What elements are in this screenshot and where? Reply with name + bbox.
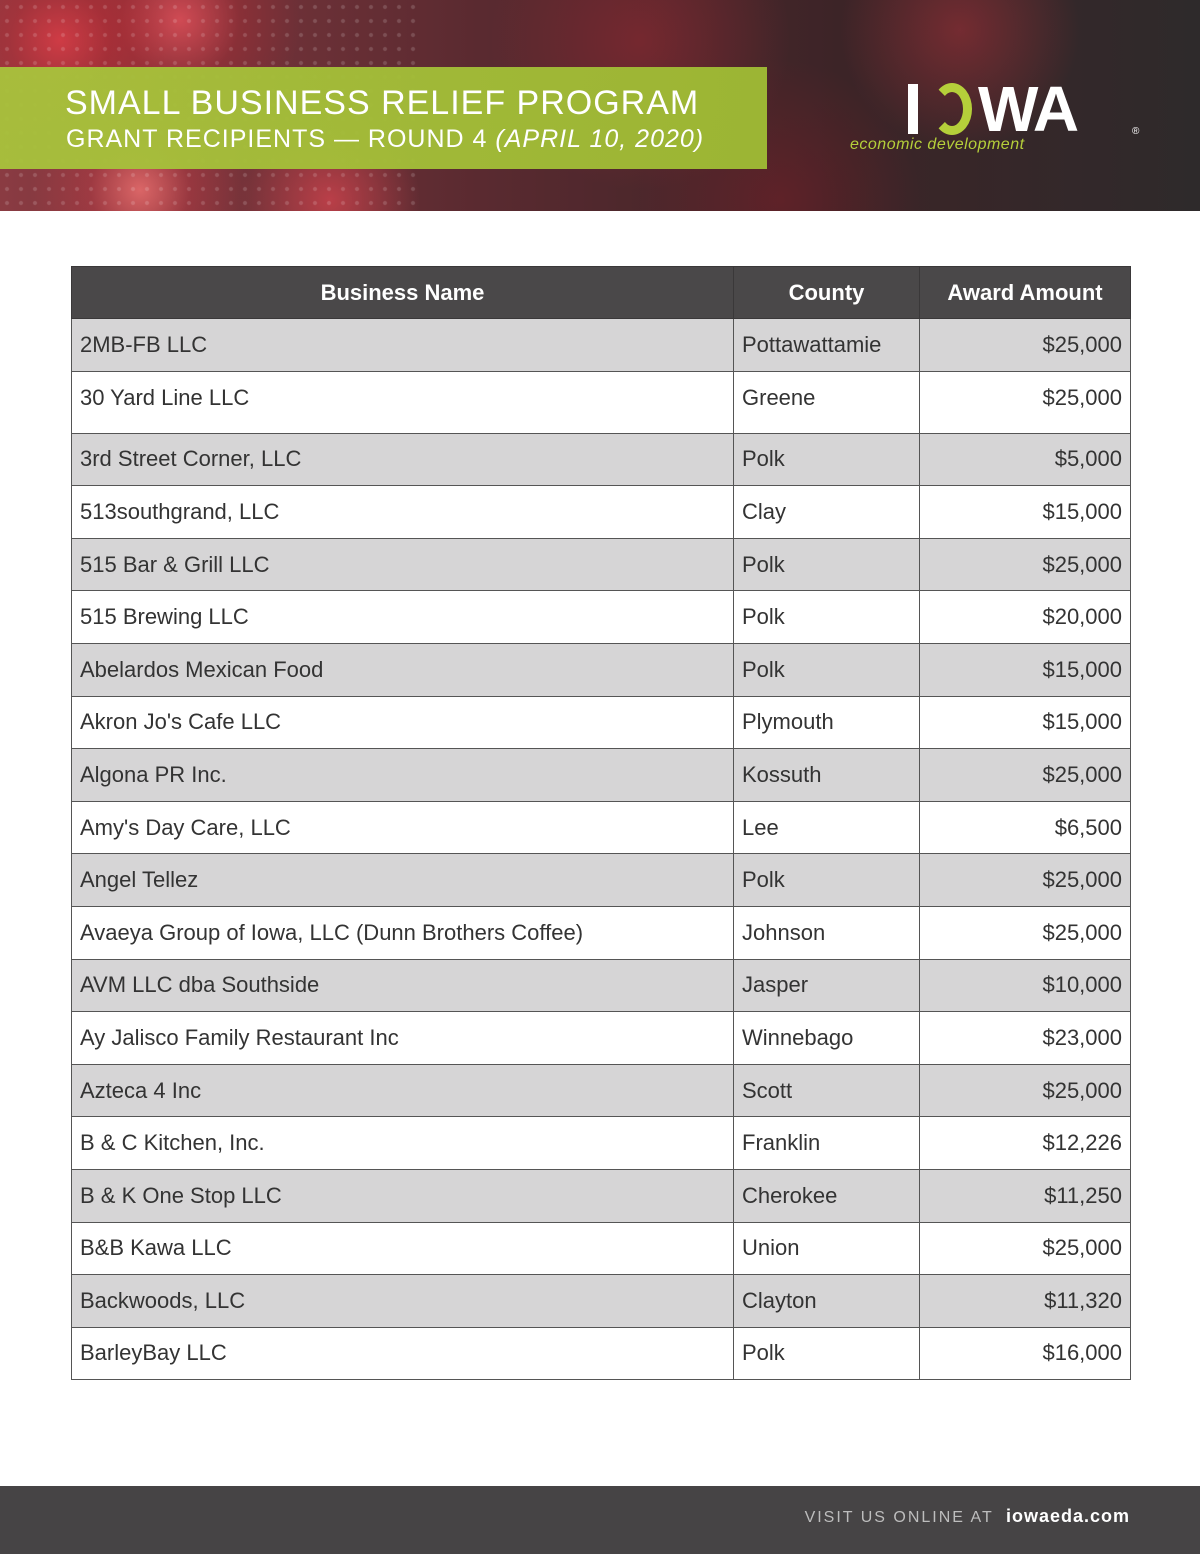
logo-o-mark <box>932 83 972 135</box>
business-name-cell: Avaeya Group of Iowa, LLC (Dunn Brothers Coffee) <box>72 906 734 959</box>
business-name-cell: BarleyBay LLC <box>72 1327 734 1380</box>
table-row <box>72 1275 1131 1328</box>
county-cell: Clayton <box>734 1275 920 1328</box>
business-name-cell: Backwoods, LLC <box>72 1275 734 1328</box>
county-cell: Polk <box>734 538 920 591</box>
award-amount-cell: $5,000 <box>920 433 1131 486</box>
award-amount-cell: $25,000 <box>920 538 1131 591</box>
subtitle-date: (APRIL 10, 2020) <box>495 125 705 153</box>
business-name-cell: 515 Brewing LLC <box>72 591 734 644</box>
logo-i-mark <box>908 84 918 134</box>
footer-visit-text <box>805 1506 1130 1527</box>
table-row <box>72 696 1131 749</box>
county-cell: Jasper <box>734 959 920 1012</box>
award-amount-cell: $25,000 <box>920 906 1131 959</box>
grant-recipients-table <box>71 266 1131 1380</box>
table-row <box>72 433 1131 486</box>
column-header-award-amount: Award Amount <box>920 267 1131 319</box>
county-cell: Lee <box>734 801 920 854</box>
award-amount-cell: $11,250 <box>920 1169 1131 1222</box>
award-amount-cell: $12,226 <box>920 1117 1131 1170</box>
county-cell: Union <box>734 1222 920 1275</box>
table-row <box>72 1169 1131 1222</box>
business-name-cell: Algona PR Inc. <box>72 749 734 802</box>
business-name-cell: 513southgrand, LLC <box>72 486 734 539</box>
table-row <box>72 591 1131 644</box>
table-row <box>72 1064 1131 1117</box>
page-title: SMALL BUSINESS RELIEF PROGRAM <box>65 84 700 122</box>
award-amount-cell: $15,000 <box>920 643 1131 696</box>
table-row <box>72 801 1131 854</box>
footer-prefix: VISIT US ONLINE AT <box>804 1509 994 1526</box>
business-name-cell: AVM LLC dba Southside <box>72 959 734 1012</box>
business-name-cell: 2MB-FB LLC <box>72 319 734 372</box>
business-name-cell: B & C Kitchen, Inc. <box>72 1117 734 1170</box>
county-cell: Pottawattamie <box>734 319 920 372</box>
county-cell: Johnson <box>734 906 920 959</box>
business-name-cell: B & K One Stop LLC <box>72 1169 734 1222</box>
county-cell: Polk <box>734 643 920 696</box>
business-name-cell: Abelardos Mexican Food <box>72 643 734 696</box>
table-row <box>72 854 1131 907</box>
county-cell: Polk <box>734 1327 920 1380</box>
award-amount-cell: $6,500 <box>920 801 1131 854</box>
subtitle-round: GRANT RECIPIENTS — ROUND 4 <box>66 125 488 153</box>
business-name-cell: Ay Jalisco Family Restaurant Inc <box>72 1012 734 1065</box>
business-name-cell: 3rd Street Corner, LLC <box>72 433 734 486</box>
award-amount-cell: $10,000 <box>920 959 1131 1012</box>
award-amount-cell: $25,000 <box>920 749 1131 802</box>
table-row <box>72 1222 1131 1275</box>
business-name-cell: Angel Tellez <box>72 854 734 907</box>
footer-bar <box>0 1486 1200 1554</box>
county-cell: Polk <box>734 591 920 644</box>
business-name-cell: Akron Jo's Cafe LLC <box>72 696 734 749</box>
award-amount-cell: $25,000 <box>920 1064 1131 1117</box>
award-amount-cell: $15,000 <box>920 486 1131 539</box>
county-cell: Winnebago <box>734 1012 920 1065</box>
business-name-cell: B&B Kawa LLC <box>72 1222 734 1275</box>
logo-tagline: economic development <box>850 136 1025 153</box>
logo-wa-letters: WA <box>978 73 1078 145</box>
award-amount-cell: $11,320 <box>920 1275 1131 1328</box>
business-name-cell: 515 Bar & Grill LLC <box>72 538 734 591</box>
page-subtitle <box>66 125 704 154</box>
award-amount-cell: $20,000 <box>920 591 1131 644</box>
column-header-county: County <box>734 267 920 319</box>
award-amount-cell: $23,000 <box>920 1012 1131 1065</box>
award-amount-cell: $25,000 <box>920 319 1131 372</box>
county-cell: Polk <box>734 433 920 486</box>
logo-wordmark <box>908 73 1078 145</box>
award-amount-cell: $25,000 <box>920 854 1131 907</box>
county-cell: Kossuth <box>734 749 920 802</box>
table-row <box>72 959 1131 1012</box>
county-cell: Scott <box>734 1064 920 1117</box>
column-header-business-name: Business Name <box>72 267 734 319</box>
registered-mark: ® <box>1132 126 1140 137</box>
table-header-row <box>72 267 1131 319</box>
table-row <box>72 643 1131 696</box>
table-row <box>72 486 1131 539</box>
table-row <box>72 906 1131 959</box>
iowa-eda-logo <box>850 73 1150 160</box>
award-amount-cell: $16,000 <box>920 1327 1131 1380</box>
award-amount-cell: $25,000 <box>920 371 1131 433</box>
table-row <box>72 1117 1131 1170</box>
county-cell: Clay <box>734 486 920 539</box>
business-name-cell: 30 Yard Line LLC <box>72 371 734 433</box>
award-amount-cell: $15,000 <box>920 696 1131 749</box>
table-body <box>72 319 1131 1380</box>
table-row <box>72 319 1131 372</box>
business-name-cell: Amy's Day Care, LLC <box>72 801 734 854</box>
county-cell: Polk <box>734 854 920 907</box>
table-row <box>72 1012 1131 1065</box>
county-cell: Plymouth <box>734 696 920 749</box>
table-row <box>72 749 1131 802</box>
county-cell: Franklin <box>734 1117 920 1170</box>
business-name-cell: Azteca 4 Inc <box>72 1064 734 1117</box>
table-row <box>72 538 1131 591</box>
table-row <box>72 1327 1131 1380</box>
header-banner <box>0 0 1200 211</box>
county-cell: Greene <box>734 371 920 433</box>
county-cell: Cherokee <box>734 1169 920 1222</box>
footer-website-link[interactable]: iowaeda.com <box>1005 1506 1130 1526</box>
table-row <box>72 371 1131 433</box>
award-amount-cell: $25,000 <box>920 1222 1131 1275</box>
